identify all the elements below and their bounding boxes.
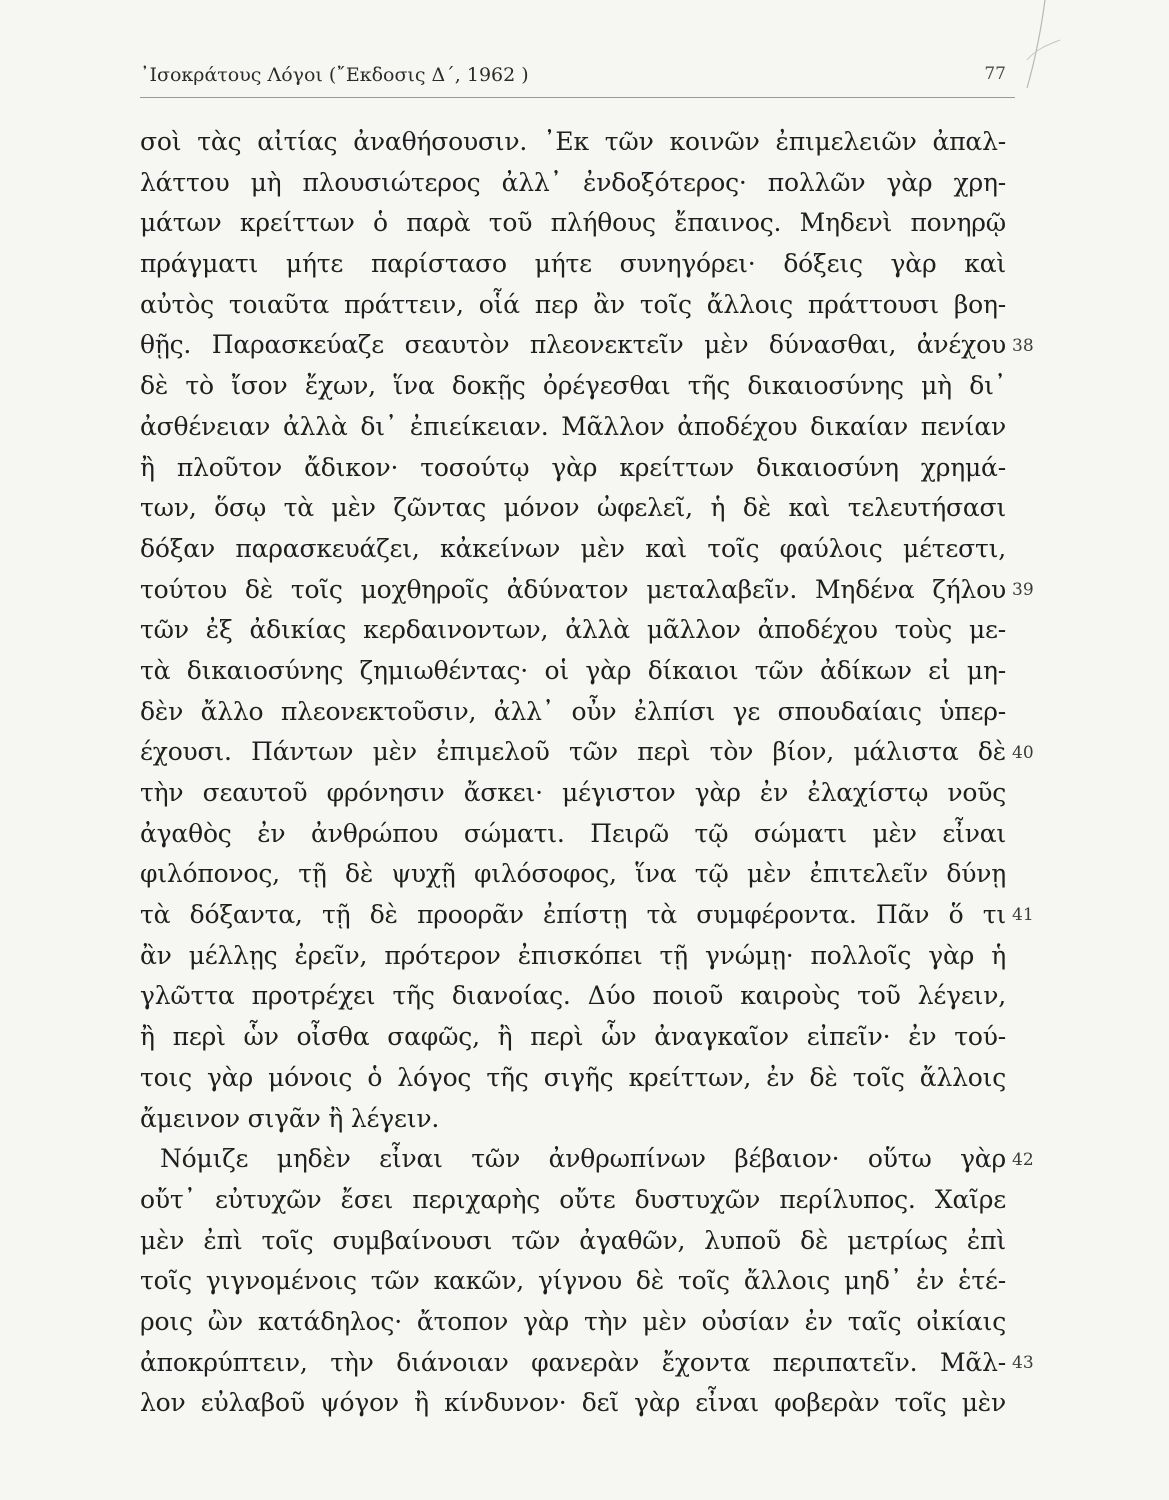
text-line: πράγματι μήτε παρίστασο μήτε συνηγόρει· δόξεις γὰρ καὶ [140,249,1006,279]
section-number: 39 [1012,579,1034,600]
text-line: των, ὅσῳ τὰ μὲν ζῶντας μόνον ὠφελεῖ, ἡ δὲ καὶ τελευτήσασι [140,493,1006,523]
text-line: μάτων κρείττων ὁ παρὰ τοῦ πλήθους ἔπαινος. Μηδενὶ πονηρῷ [140,208,1006,238]
text-line: τοῖς γιγνομένοις τῶν κακῶν, γίγνου δὲ τοῖς ἄλλοις μηδ᾽ ἐν ἑτέ- [140,1266,1006,1296]
text-line: ἀγαθὸς ἐν ἀνθρώπου σώματι. Πειρῶ τῷ σώματι μὲν εἶναι [140,818,1006,848]
text-line: ἀσθένειαν ἀλλὰ δι᾽ ἐπιείκειαν. Μᾶλλον ἀποδέχου δικαίαν πενίαν [140,411,1006,441]
text-line: γλῶττα προτρέχει τῆς διανοίας. Δύο ποιοῦ καιροὺς τοῦ λέγειν, [140,981,1006,1011]
text-line: δὲ τὸ ἴσον ἔχων, ἵνα δοκῇς ὀρέγεσθαι τῆς δικαιοσύνης μὴ δι᾽ [140,371,1006,401]
section-number: 40 [1012,742,1034,763]
text-line: ἄμεινον σιγᾶν ἢ λέγειν. [140,1103,440,1133]
text-line: λάττου μὴ πλουσιώτερος ἀλλ᾽ ἐνδοξότερος· πολλῶν γὰρ χρη- [140,167,1006,197]
section-number: 43 [1012,1353,1034,1373]
text-line: τὰ δόξαντα, τῇ δὲ προορᾶν ἐπίστῃ τὰ συμφέροντα. Πᾶν ὅ τι [140,900,1006,930]
running-header [140,64,1006,90]
text-line: τὰ δικαιοσύνης ζημιωθέντας· οἱ γὰρ δίκαιοι τῶν ἀδίκων εἰ μη- [140,655,1006,685]
text-line: μὲν ἐπὶ τοῖς συμβαίνουσι τῶν ἀγαθῶν, λυποῦ δὲ μετρίως ἐπὶ [140,1225,1006,1255]
text-line: ἀποκρύπτειν, τὴν διάνοιαν φανερὰν ἔχοντα περιπατεῖν. Μᾶλ- [140,1347,1006,1377]
text-line: σοὶ τὰς αἰτίας ἀναθήσουσιν. ᾽Εκ τῶν κοινῶν ἐπιμελειῶν ἀπαλ- [140,127,1006,156]
text-line: Νόμιζε μηδὲν εἶναι τῶν ἀνθρωπίνων βέβαιον· οὕτω γὰρ [160,1144,1006,1174]
section-number: 42 [1012,1149,1034,1170]
text-line: θῇς. Παρασκεύαζε σεαυτὸν πλεονεκτεῖν μὲν δύνασθαι, ἀνέχου [140,330,1006,360]
text-line: λον εὐλαβοῦ ψόγον ἢ κίνδυνον· δεῖ γὰρ εἶναι φοβερὰν τοῖς μὲν [140,1388,1006,1418]
section-number: 41 [1012,905,1034,926]
text-line: έχουσι. Πάντων μὲν ἐπιμελοῦ τῶν περὶ τὸν βίον, μάλιστα δὲ [140,737,1006,767]
text-line: τούτου δὲ τοῖς μοχθηροῖς ἀδύνατον μεταλαβεῖν. Μηδένα ζήλου [140,574,1006,604]
body-text [140,122,1006,1424]
text-line: δόξαν παρασκευάζει, κἀκείνων μὲν καὶ τοῖς φαύλοις μέτεστι, [140,533,1006,563]
page-number: 77 [984,64,1006,84]
text-line: δὲν ἄλλο πλεονεκτοῦσιν, ἀλλ᾽ οὖν ἐλπίσι γε σπουδαίαις ὑπερ- [140,696,1006,726]
header-rule [140,97,1015,98]
text-line: ἢ πλοῦτον ἄδικον· τοσούτῳ γὰρ κρείττων δικαιοσύνη χρημά- [140,452,1006,482]
text-line: τὴν σεαυτοῦ φρόνησιν ἄσκει· μέγιστον γὰρ ἐν ἐλαχίστῳ νοῦς [140,778,1006,807]
text-line: ἂν μέλλῃς ἐρεῖν, πρότερον ἐπισκόπει τῇ γνώμῃ· πολλοῖς γὰρ ἡ [140,940,1006,970]
text-line: οὔτ᾽ εὐτυχῶν ἔσει περιχαρὴς οὔτε δυστυχῶν περίλυπος. Χαῖρε [140,1184,1006,1214]
header-title: ᾽Ισοκράτους Λόγοι (῎Εκδοσις Δ΄, 1962 ) [140,64,529,86]
text-line: ἢ περὶ ὧν οἶσθα σαφῶς, ἢ περὶ ὧν ἀναγκαῖον εἰπεῖν· ἐν τού- [140,1022,1006,1052]
text-line: ροις ὢν κατάδηλος· ἄτοπον γὰρ τὴν μὲν οὐσίαν ἐν ταῖς οἰκίαις [140,1306,1006,1336]
text-line: αὐτὸς τοιαῦτα πράττειν, οἷά περ ἂν τοῖς ἄλλοις πράττουσι βοη- [140,289,1006,319]
text-line: τοις γὰρ μόνοις ὁ λόγος τῆς σιγῆς κρείττων, ἐν δὲ τοῖς ἄλλοις [140,1062,1006,1092]
section-number: 38 [1012,335,1034,356]
text-line: φιλόπονος, τῇ δὲ ψυχῇ φιλόσοφος, ἵνα τῷ μὲν ἐπιτελεῖν δύνῃ [140,859,1006,889]
text-line: τῶν ἐξ ἀδικίας κερδαινοντων, ἀλλὰ μᾶλλον ἀποδέχου τοὺς με- [140,615,1006,645]
pencil-mark [1005,0,1065,110]
